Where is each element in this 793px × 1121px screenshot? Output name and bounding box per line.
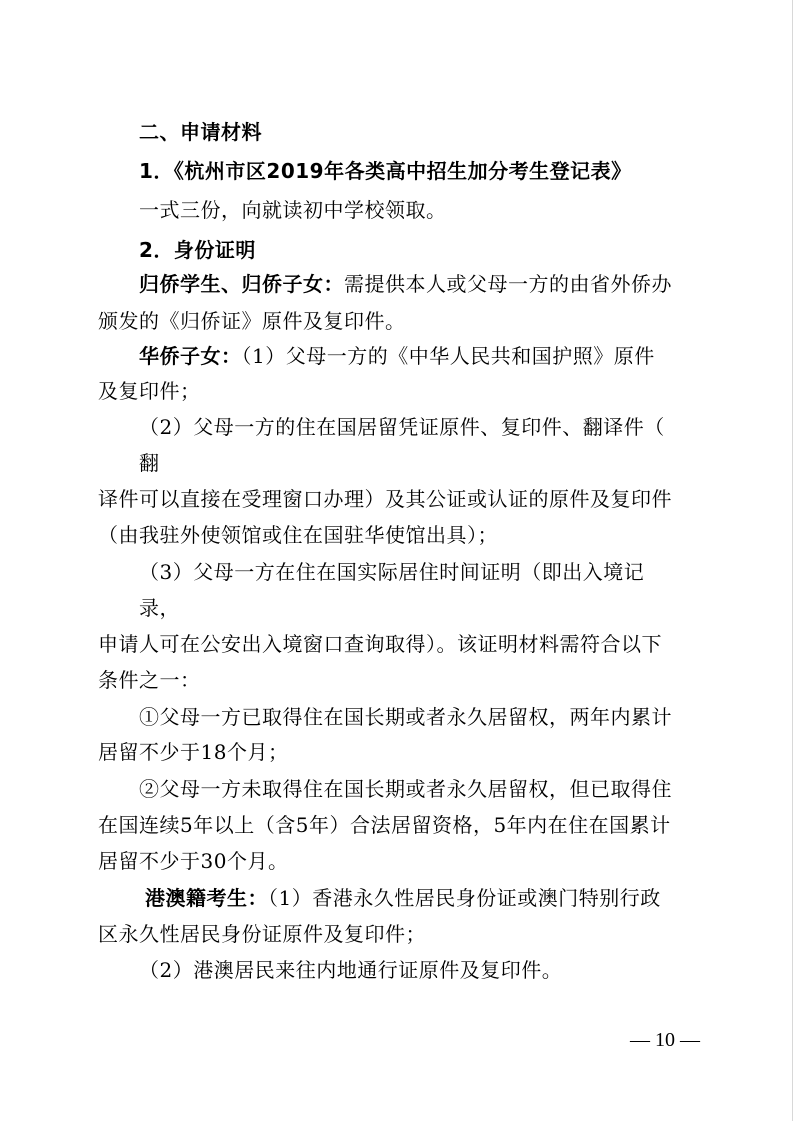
overseas-children-line-5: 译件可以直接在受理窗口办理）及其公证或认证的原件及复印件 bbox=[98, 487, 672, 511]
overseas-children-line-6: （由我驻外使领馆或住在国驻华使馆出具）； bbox=[98, 523, 498, 547]
overseas-children-line-11: ①父母一方已取得住在国长期或者永久居留权，两年内累计 bbox=[139, 705, 672, 729]
overseas-children-line-7: （3）父母一方在住在国实际居住时间证明（即出入境记 bbox=[139, 560, 645, 584]
returned-overseas-label: 归侨学生、归侨子女： bbox=[139, 272, 344, 296]
item2-title: 2．身份证明 bbox=[139, 238, 256, 262]
returned-overseas-text-2: 颁发的《归侨证》原件及复印件。 bbox=[98, 309, 406, 333]
overseas-children-line-3: （2）父母一方的住在国居留凭证原件、复印件、翻译件（ bbox=[139, 415, 665, 439]
overseas-children-line-13: ②父母一方未取得住在国长期或者永久居留权，但已取得住 bbox=[139, 777, 672, 801]
returned-overseas-text-1: 需提供本人或父母一方的由省外侨办 bbox=[344, 272, 672, 296]
overseas-children-line-14: 在国连续5年以上（含5年）合法居留资格，5年内在住在国累计 bbox=[98, 813, 671, 837]
overseas-children-line-8: 录， bbox=[139, 596, 180, 620]
overseas-children-paragraph bbox=[139, 344, 655, 368]
hk-macao-line-3: （2）港澳居民来往内地通行证原件及复印件。 bbox=[139, 958, 563, 982]
overseas-children-label: 华侨子女： bbox=[139, 344, 242, 368]
overseas-children-line-1: （1）父母一方的《中华人民共和国护照》原件 bbox=[241, 344, 655, 368]
overseas-children-line-15: 居留不少于30个月。 bbox=[98, 849, 289, 873]
item1-text: 一式三份，向就读初中学校领取。 bbox=[139, 198, 447, 222]
hk-macao-line-1: （1）香港永久性居民身份证或澳门特别行政 bbox=[268, 886, 661, 910]
section-title: 二、申请材料 bbox=[139, 120, 262, 144]
page-number: — 10 — bbox=[630, 1029, 700, 1051]
hk-macao-paragraph bbox=[145, 886, 661, 910]
item1-title: 1．《杭州市区2019年各类高中招生加分考生登记表》 bbox=[139, 159, 632, 183]
overseas-children-line-12: 居留不少于18个月； bbox=[98, 740, 289, 764]
hk-macao-label: 港澳籍考生： bbox=[145, 886, 268, 910]
hk-macao-line-2: 区永久性居民身份证原件及复印件； bbox=[98, 922, 426, 946]
returned-overseas-paragraph bbox=[139, 272, 672, 296]
overseas-children-line-4: 翻 bbox=[139, 451, 160, 475]
overseas-children-line-2: 及复印件； bbox=[98, 379, 201, 403]
overseas-children-line-10: 条件之一： bbox=[98, 668, 201, 692]
overseas-children-line-9: 申请人可在公安出入境窗口查询取得）。该证明材料需符合以下 bbox=[98, 632, 662, 656]
